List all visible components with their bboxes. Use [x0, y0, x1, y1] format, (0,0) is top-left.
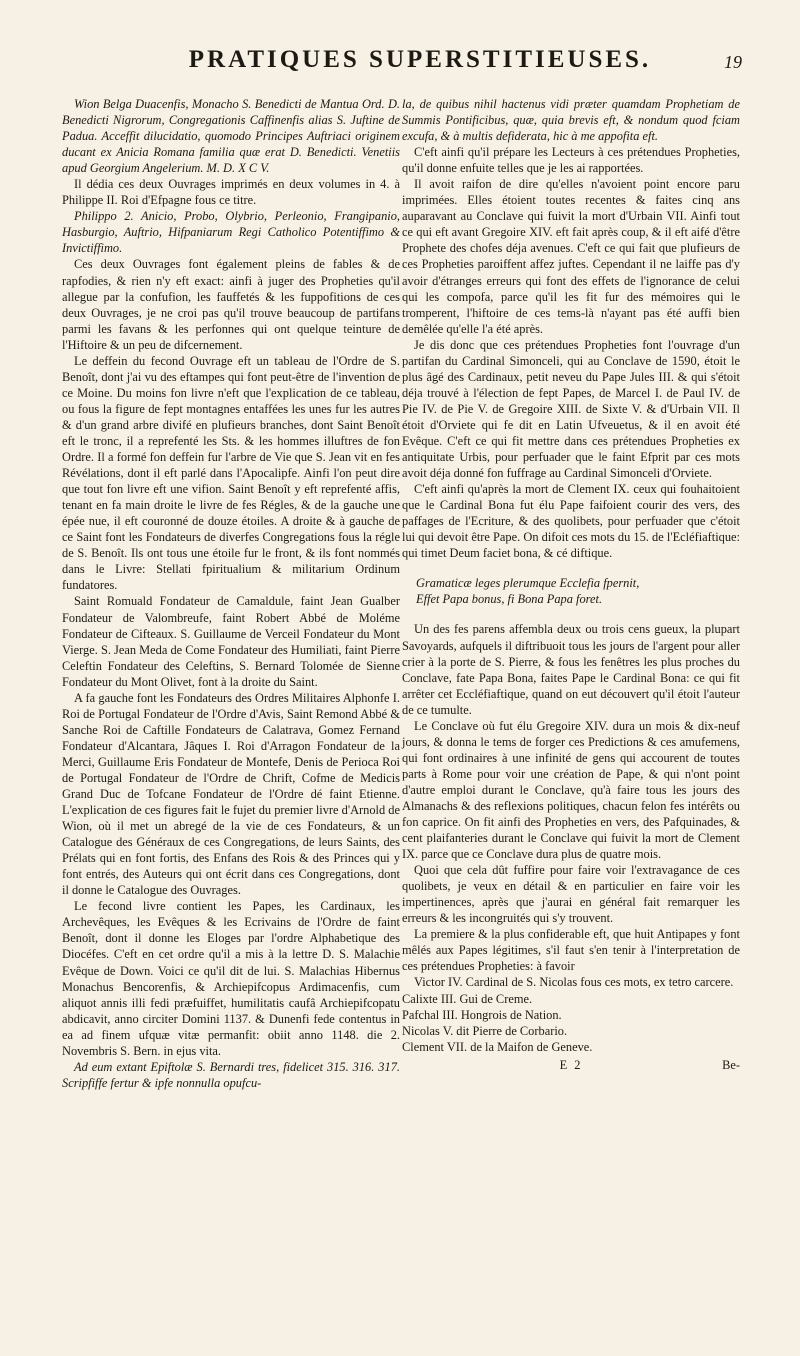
paragraph: Le deffein du fecond Ouvrage eft un tableau de l'Ordre de S. Benoît, dont j'ai vu des eftampes qui font peut-être de l'invention de ce Moine. Du moins fon livre n'eft que l'explication de ce tableau, ou fous la figure de fept montagnes entaffées les unes fur les autres & d'un grand arbre divifé en plufieurs branches, dont Saint Benoît eft le tronc, il a reprefenté les Sts. & les hommes illuftres de fon Ordre. Il a formé fon deffein fur l'arbre de Vie que S. Jean vit en fes Révélations, dont il eft parlé dans l'Apocalipfe. Ainfi l'on peut dire que tout fon livre eft une vifion. Saint Benoît y eft reprefenté affis, tenant en fa main droite le livre de fes Régles, & de la gauche une épée nue, il eft couronné de douze étoiles. A droite & à gauche de ce Saint font les Fondateurs de diverfes Congregations fous la régle de S. Benoît. Ils ont tous une étoile fur le front, & ils font nommés dans le Livre: Stellati fpiritualium & militarium Ordinum fundatores. — [62, 353, 400, 593]
paragraph: Ces deux Ouvrages font également pleins de fables & de rapfodies, & rien n'y eft exact: ainfi à juger des Propheties qu'il allegue par la confufion, les fauffetés & les fuppofitions de ces deux Ouvrages, je ne croi pas qu'il trouve beaucoup de partifans parmi les favans & les perfonnes qui ont quelque teinture de l'Hiftoire & un peu de difcernement. — [62, 257, 400, 352]
paragraph: C'eft ainfi qu'après la mort de Clement IX. ceux qui fouhaitoient que le Cardinal Bona fut élu Pape faifoient courir des vers, des paffages de l'Ecriture, & des quolibets, pour perfuader que c'étoit lui qui devoit être Pape. On difoit ces mots du 15. de l'Ecléfiaftique: qui timet Deum faciet bona, & cé diftique. — [402, 482, 740, 561]
paragraph: Victor IV. Cardinal de S. Nicolas fous ces mots, ex tetro carcere. — [414, 975, 734, 990]
paragraph: C'eft ainfi qu'il prépare les Lecteurs à ces prétendues Propheties, qu'il donne enfuite telles que je les ai rapportées. — [402, 145, 740, 176]
verse-line: Effet Papa bonus, fi Bona Papa foret. — [416, 592, 603, 607]
running-title: PRATIQUES SUPERSTITIEUSES. — [188, 46, 652, 73]
signature-mark: E 2 — [559, 1057, 583, 1072]
paragraph: Un des fes parens affembla deux ou trois cens gueux, la plupart Savoyards, aufquels il diftribuoit tous les jours de l'argent pour aller crier à la porte de S. Pierre, & fous les fenêtres les plus proches du Conclave, fate Papa Bona, faites Pape le Cardinal Bona: ce qui fit arrêter cet Eccléfiaftique, quand on eut découvert qu'il étoit l'auteur de ce tumulte. — [402, 622, 740, 717]
paragraph: Wion Belga Duacenfis, Monacho S. Benedicti de Mantua Ord. D. Benedicti Nigrorum, Congregationis Caffinenfis alias S. Juftine de Padua. Acceffit dilucidatio, quomodo Principes Auftriaci originem ducant ex Anicia Romana familia quæ erat D. Benedicti. Venetiis apud Georgium Angelerium. M. D. X C V. — [62, 97, 400, 176]
paragraph: Saint Romuald Fondateur de Camaldule, faint Jean Gualber Fondateur de Valombreufe, faint Robert Abbé de Moléme Fondateur de Cifteaux. S. Guillaume de Verceil Fondateur du Mont Vierge. S. Jean Meda de Come Fondateur des Humiliati, faint Pierre Celeftin Fondateur des Celeftins, S. Bernard Tolomée de Sienne Fondateur du Mont Olivet, font à la droite du Saint. — [62, 594, 400, 689]
page-number: 19 — [724, 52, 742, 72]
paragraph: Je dis donc que ces prétendues Propheties font l'ouvrage d'un partifan du Cardinal Simonceli, qui au Conclave de 1590, étoit le plus âgé des Cardinaux, petit neveu du Pape Jules III. & qui s'étoit déja trouvé à l'élection de fept Papes, de Marcel I. de Paul IV. de Pie IV. de Pie V. de Gregoire XIII. de Sixte V. & d'Urbain VII. Il étoit d'Orviete qui fe dit en Latin Ufveuetus, & il en avoit été Evêque. C'eft ce qui fit mettre dans ces prétendues Propheties ex antiquitate Urbis, pour perfuader que le faint Efprit par ces mots avoit déja donné fon fuffrage au Cardinal Simonceli d'Orviete. — [402, 337, 740, 481]
left-column — [62, 96, 400, 1091]
paragraph: Le fecond livre contient les Papes, les Cardinaux, les Archevêques, les Evêques & les Ecrivains de l'Ordre de faint Benoît, dont il donne les Eloges par l'ordre Alphabetique des Diocéfes. C'eft en cet ordre qu'il a mis à la lettre D. S. Malachie Evêque de Down. Voici ce qu'il dit de lui. S. Malachias Hibernus Monachus Bencorenfis, & Archiepifcopus Ardimacenfis, cum aliquot annis illi fedi præfuiffet, humilitatis caufâ Archiepifcopatu abdicavit, anno circiter Domini 1137. & Dunenfi fede contentus in ea ad finem ufquæ vitæ permanfit: obiit anno 1148. die 2. Novembris S. Bern. in ejus vita. — [62, 899, 400, 1058]
verse-distich — [416, 575, 740, 607]
paragraph: la, de quibus nihil hactenus vidi præter quamdam Prophetiam de Summis Pontificibus, quæ, quia brevis eft, & nondum quod fciam excufa, & à multis defiderata, hic à me appofita eft. — [402, 97, 740, 144]
paragraph: Calixte III. Gui de Creme. — [402, 991, 533, 1006]
verse-line: Gramaticæ leges plerumque Ecclefia fpernit, — [416, 576, 640, 591]
paragraph: Il avoit raifon de dire qu'elles n'avoient point encore paru imprimées. Elles étoient toutes recentes & faites cinq ans auparavant au Conclave qui fuivit la mort d'Urbain VII. Ainfi tout ce qui eft avant Gregoire XIV. eft fait après coup, & il eft aifé d'être Prophete des chofes déja avenues. C'eft ce qui fait que plufieurs de ces Propheties paroiffent affez juftes. Cependant il ne laiffe pas d'y avoir d'étranges erreurs qui font des effets de l'ignorance de celui qui les compofa, parce qu'il les fit fur des mémoires qui le tromperent, l'hiftoire de ces tems-là n'ayant pas été auffi bien demêlée qu'elle l'a été après. — [402, 177, 740, 336]
paragraph: Philippo 2. Anicio, Probo, Olybrio, Perleonio, Frangipanio, Hasburgio, Auftrio, Hifpaniarum Regi Catholico Potentiffimo & Invictiffimo. — [62, 209, 400, 256]
paragraph: Nicolas V. dit Pierre de Corbario. — [402, 1023, 568, 1038]
right-column — [402, 96, 740, 1073]
paragraph: Clement VII. de la Maifon de Geneve. — [402, 1039, 593, 1054]
paragraph: Pafchal III. Hongrois de Nation. — [402, 1007, 562, 1022]
page-header — [0, 46, 800, 86]
paragraph: A fa gauche font les Fondateurs des Ordres Militaires Alphonfe I. Roi de Portugal Fondateur de l'Ordre d'Avis, Saint Remond Abbé & Sanche Roi de Caftille Fondateurs de Calatrava, Gomez Fernand Fondateur d'Alcantara, Jâques I. Roi d'Arragon Fondateur de la Merci, Guillaume Eris Fondateur de Montefe, Denis de Perioca Roi de Portugal Fondateur de l'Ordre de Chrift, Cofme de Medicis Grand Duc de Tofcane Fondateur de l'Ordre dé faint Etienne. L'explication de ces figures fait le fujet du premier livre d'Arnold de Wion, où il met un abregé de la vie de ces Fondateurs, & un Catalogue des Généraux de ces Congregations, de leurs Saints, des Prélats qui en font fortis, des Enfans des Rois & des Princes qui y font entrés, des Auteurs qui ont écrit dans ces Congregations, dont il donne le Catalogue des Ouvrages. — [62, 690, 400, 898]
catchword: Be- — [722, 1057, 740, 1072]
paragraph: Il dédia ces deux Ouvrages imprimés en deux volumes in 4. à Philippe II. Roi d'Efpagne fous ce titre. — [62, 177, 400, 208]
footer-line — [402, 1057, 740, 1073]
paragraph: Quoi que cela dût fuffire pour faire voir l'extravagance de ces quolibets, je veux en détail & en particulier en faire voir les impertinences, après que j'aurai en général fait remarquer les erreurs & les incongruités qui s'y trouvent. — [402, 863, 740, 926]
paragraph: Le Conclave où fut élu Gregoire XIV. dura un mois & dix-neuf jours, & donna le tems de forger ces Predictions & ces amufemens, qui font ordinaires à une infinité de gens qui accourent de toutes parts à Rome pour voir une création de Pape, & qui n'ont point d'autre emploi durant le Conclave, qu'à faire tous les jours des Almanachs & des reflexions politiques, chacun felon fes intérêts ou fon caprice. On fit ainfi des Propheties en vers, des Pafquinades, & cent plaifanteries durant le Conclave qui fuivit la mort de Clement IX. parce que ce Conclave dura plus de quatre mois. — [402, 718, 740, 862]
paragraph: La premiere & la plus confiderable eft, que huit Antipapes y font mêlés aux Papes légitimes, s'il faut s'en tenir à l'interpretation de ces prétendues Propheties: à favoir — [402, 927, 740, 974]
paragraph: Ad eum extant Epiftolæ S. Bernardi tres, fidelicet 315. 316. 317. Scripfiffe fertur & ipfe nonnulla opufcu- — [62, 1059, 400, 1090]
